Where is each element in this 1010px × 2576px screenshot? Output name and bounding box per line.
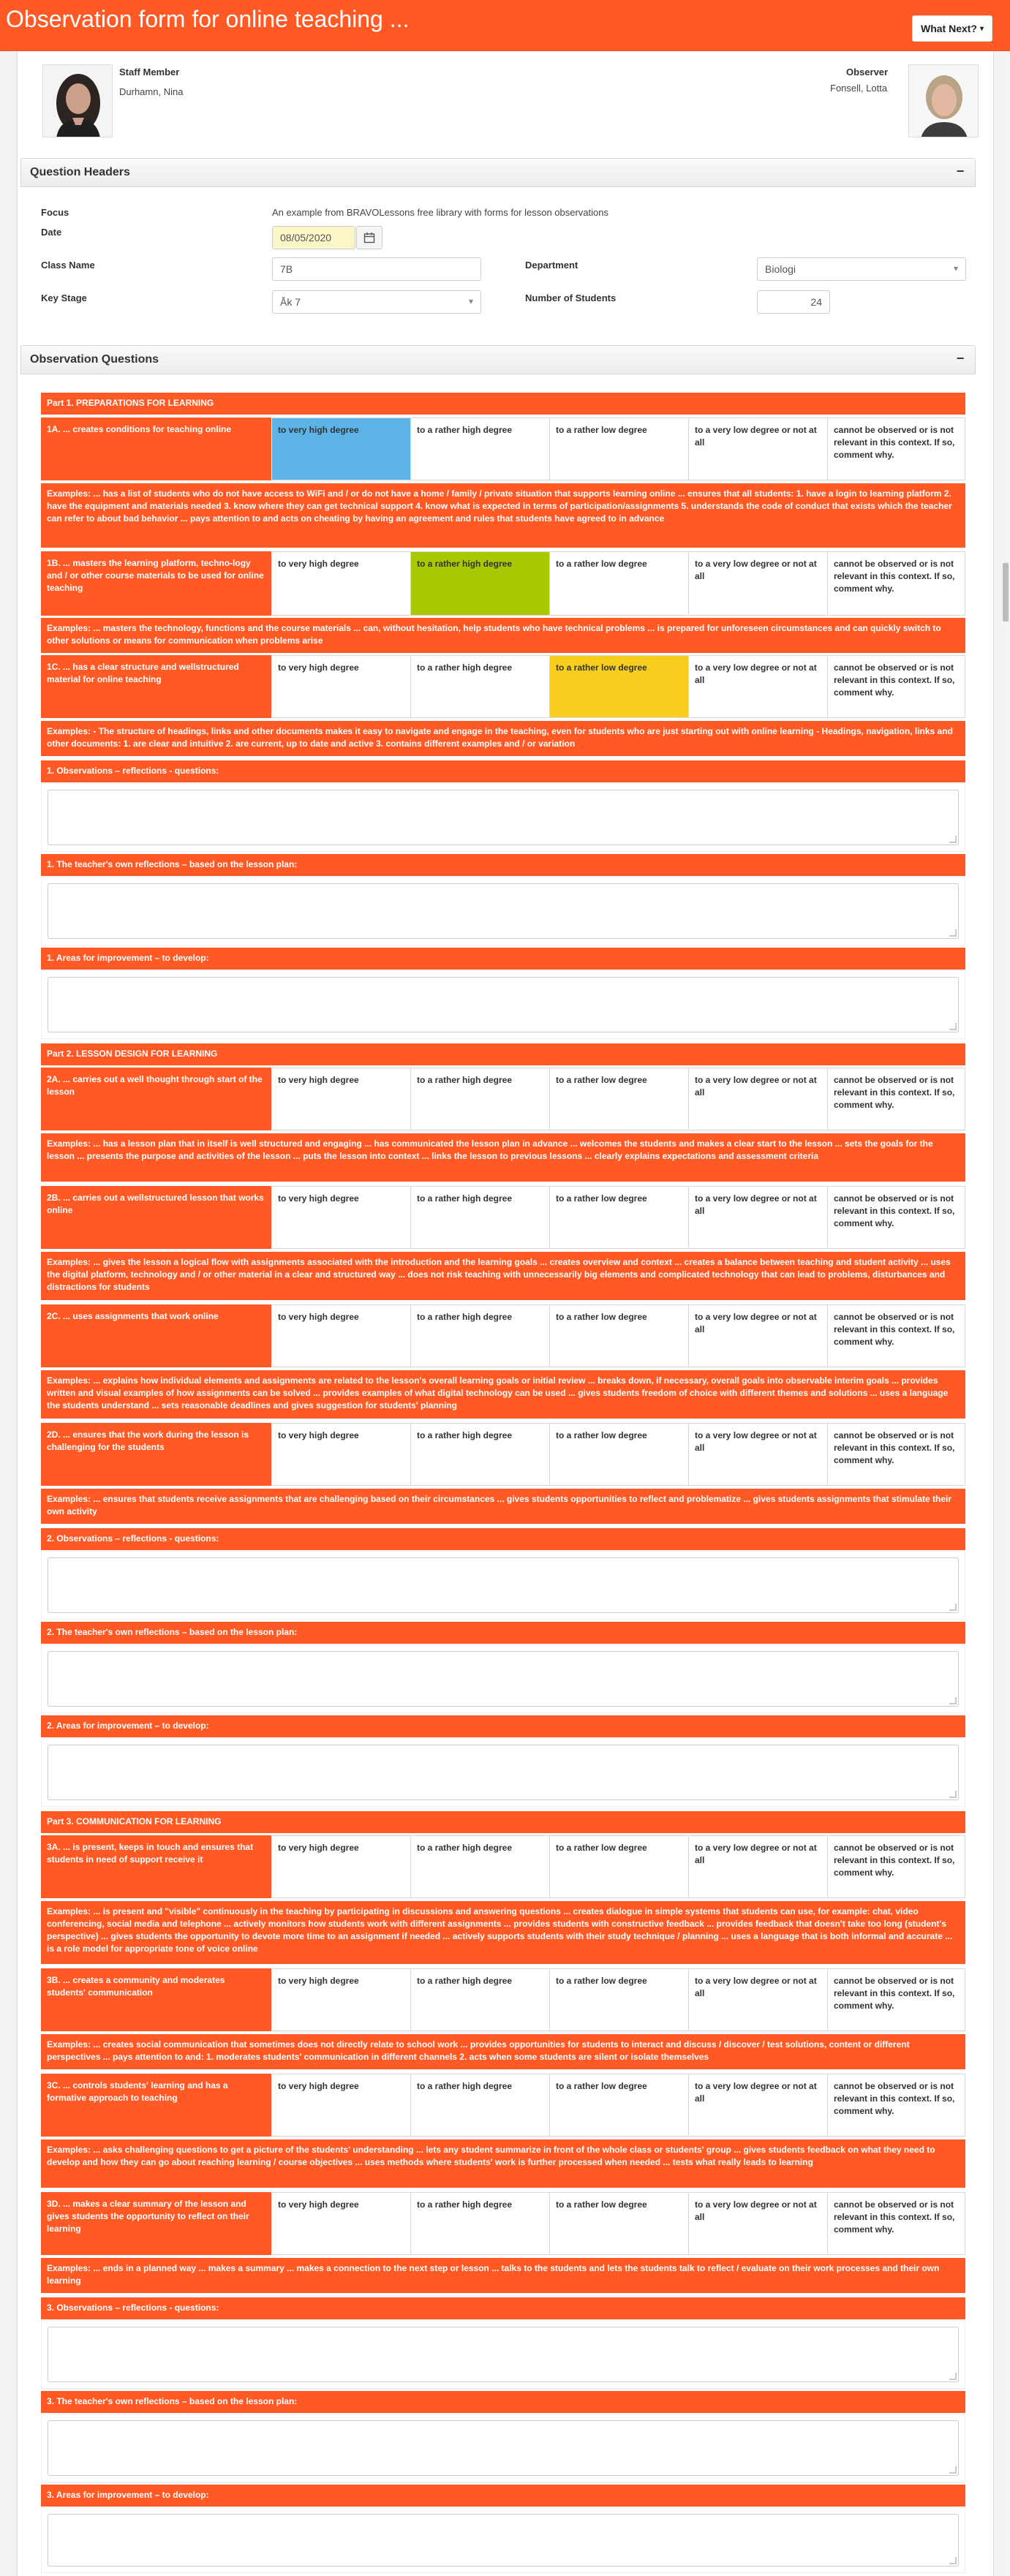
question-3a-option-2[interactable]: to a rather high degree <box>411 1835 550 1898</box>
question-2c-option-1[interactable]: to very high degree <box>272 1304 411 1367</box>
examples-1a: Examples: ... has a list of students who do not have access to WiFi and / or do not have a home / family / private situation that supports learning online ... ensures that all students: 1. have a login to learning platform 2. have the equipment and materials needed 3. know where they can get technical support 4. know what is expected in terms of participation/assignments 5. understands the code of conduct that exists which the teacher can refer to about bad behavior ... pays attention to and acts on cheating by having an agreement and rules that students have agreed to in advance <box>41 483 965 548</box>
department-label: Department <box>525 260 579 271</box>
question-3c-option-1[interactable]: to very high degree <box>272 2074 411 2137</box>
examples-2b: Examples: ... gives the lesson a logical flow with assignments associated with the introduction and the learning goals ... creates overview and context ... creates a balance between teaching and student activity ... uses the digital platform, technology and / or other material in a clear and structured way ... does not risk teaching with unnecessarily big elements and complicated technology that can lead to problems, disturbances and distractions for students <box>41 1252 965 1300</box>
improvement-3-label: 3. Areas for improvement – to develop: <box>41 2485 965 2507</box>
question-3d-option-3[interactable]: to a rather low degree <box>550 2192 689 2255</box>
question-3c-row <box>41 2074 965 2137</box>
question-3a-option-1[interactable]: to very high degree <box>272 1835 411 1898</box>
question-2d-option-5[interactable]: cannot be observed or is not relevant in this context. If so, comment why. <box>828 1423 965 1486</box>
question-3c-option-2[interactable]: to a rather high degree <box>411 2074 550 2137</box>
department-value: Biologi <box>765 263 796 275</box>
examples-2d: Examples: ... ensures that students receive assignments that are challenging based on their circumstances ... gives students opportunities to reflect and problematize ... gives students assignments that stimulate their own activity <box>41 1489 965 1524</box>
class-name-label: Class Name <box>41 260 95 271</box>
number-of-students-field[interactable]: 24 <box>757 290 830 314</box>
question-2a-option-5[interactable]: cannot be observed or is not relevant in this context. If so, comment why. <box>828 1068 965 1130</box>
observations-1-textarea-container <box>41 783 965 852</box>
question-3d-option-2[interactable]: to a rather high degree <box>411 2192 550 2255</box>
examples-2c: Examples: ... explains how individual elements and assignments are related to the lesson's overall learning goals or initial review ... breaks down, if necessary, overall goals into observable interim goals ... provides written and visual examples of how assignments can be solved ... provides examples of what digital technology can be used ... gives students freedom of choice with different themes and solutions ... uses a language the students understand ... sets reasonable deadlines and gives suggestion for students' planning <box>41 1370 965 1419</box>
question-1b-option-1[interactable]: to very high degree <box>272 551 411 616</box>
question-3c-option-3[interactable]: to a rather low degree <box>550 2074 689 2137</box>
question-2b-option-2[interactable]: to a rather high degree <box>411 1186 550 1249</box>
question-2d-option-1[interactable]: to very high degree <box>272 1423 411 1486</box>
question-3d-row <box>41 2192 965 2255</box>
question-headers-title: Question Headers <box>30 166 130 178</box>
part-2-header: Part 2. LESSON DESIGN FOR LEARNING <box>41 1043 965 1065</box>
date-field[interactable]: 08/05/2020 <box>272 226 355 249</box>
question-3a-label: 3A. ... is present, keeps in touch and ensures that students in need of support receive it <box>41 1835 272 1898</box>
improvement-2-textarea[interactable] <box>48 1745 959 1800</box>
staff-photo-icon <box>43 65 113 137</box>
observations-3-textarea[interactable] <box>48 2327 959 2382</box>
question-1b-option-4[interactable]: to a very low degree or not at all <box>689 551 828 616</box>
question-1b-label: 1B. ... masters the learning platform, techno-logy and / or other course materials to be used for online teaching <box>41 551 272 616</box>
question-2a-option-1[interactable]: to very high degree <box>272 1068 411 1130</box>
examples-3c: Examples: ... asks challenging questions to get a picture of the students' understanding ... lets any student summarize in front of the whole class or students' group ... gives students feedback on what they need to develop and how they can go about reaching learning / course objectives ... uses methods where students' work is further processed when needed ... tests what really leads to learning <box>41 2139 965 2188</box>
students-label: Number of Students <box>525 292 617 303</box>
question-2b-option-5[interactable]: cannot be observed or is not relevant in this context. If so, comment why. <box>828 1186 965 1249</box>
observer-photo-icon <box>909 65 979 137</box>
staff-label: Staff Member <box>119 67 180 78</box>
collapse-icon[interactable]: − <box>956 351 965 366</box>
improvement-2-label: 2. Areas for improvement – to develop: <box>41 1715 965 1737</box>
question-3a-option-3[interactable]: to a rather low degree <box>550 1835 689 1898</box>
improvement-1-label: 1. Areas for improvement – to develop: <box>41 948 965 970</box>
observations-2-label: 2. Observations – reflections - questions: <box>41 1528 965 1550</box>
question-3d-option-1[interactable]: to very high degree <box>272 2192 411 2255</box>
question-2a-option-3[interactable]: to a rather low degree <box>550 1068 689 1130</box>
date-label: Date <box>41 227 62 238</box>
question-3b-option-2[interactable]: to a rather high degree <box>411 1968 550 2031</box>
question-2b-option-4[interactable]: to a very low degree or not at all <box>689 1186 828 1249</box>
question-2c-row <box>41 1304 965 1367</box>
question-3a-row <box>41 1835 965 1898</box>
part-1-header: Part 1. PREPARATIONS FOR LEARNING <box>41 393 965 415</box>
question-1c-option-5[interactable]: cannot be observed or is not relevant in this context. If so, comment why. <box>828 655 965 718</box>
staff-avatar <box>42 64 113 137</box>
class-name-field[interactable]: 7B <box>272 257 481 281</box>
question-1b-row <box>41 551 965 616</box>
question-1c-row <box>41 655 965 718</box>
question-1b-option-3[interactable]: to a rather low degree <box>550 551 689 616</box>
question-3c-option-4[interactable]: to a very low degree or not at all <box>689 2074 828 2137</box>
question-headers-panel-header[interactable] <box>20 158 976 187</box>
improvement-3-textarea-container <box>41 2507 965 2573</box>
question-1a-option-3[interactable]: to a rather low degree <box>550 418 689 480</box>
question-1b-option-5[interactable]: cannot be observed or is not relevant in this context. If so, comment why. <box>828 551 965 616</box>
observations-3-textarea-container <box>41 2320 965 2389</box>
observations-2-textarea-container <box>41 1551 965 1620</box>
question-2a-option-4[interactable]: to a very low degree or not at all <box>689 1068 828 1130</box>
observer-name: Fonsell, Lotta <box>830 83 888 94</box>
question-1c-option-2[interactable]: to a rather high degree <box>411 655 550 718</box>
part-3-header: Part 3. COMMUNICATION FOR LEARNING <box>41 1811 965 1833</box>
question-1c-option-4[interactable]: to a very low degree or not at all <box>689 655 828 718</box>
own-reflections-2-label: 2. The teacher's own reflections – based on the lesson plan: <box>41 1622 965 1644</box>
question-1a-option-5[interactable]: cannot be observed or is not relevant in this context. If so, comment why. <box>828 418 965 480</box>
scroll-thumb[interactable] <box>1003 563 1009 622</box>
question-2c-option-4[interactable]: to a very low degree or not at all <box>689 1304 828 1367</box>
top-bar <box>0 0 1010 51</box>
question-2c-option-3[interactable]: to a rather low degree <box>550 1304 689 1367</box>
question-1c-option-3[interactable]: to a rather low degree <box>550 655 689 718</box>
question-3c-label: 3C. ... controls students' learning and has a formative approach to teaching <box>41 2074 272 2137</box>
observations-3-label: 3. Observations – reflections - questions: <box>41 2297 965 2319</box>
what-next-label: What Next? <box>920 23 977 34</box>
question-2d-option-3[interactable]: to a rather low degree <box>550 1423 689 1486</box>
page-title: Observation form for online teaching ... <box>6 6 410 32</box>
improvement-1-textarea-container <box>41 970 965 1039</box>
question-2b-option-1[interactable]: to very high degree <box>272 1186 411 1249</box>
observer-label: Observer <box>846 67 889 78</box>
question-1a-option-1[interactable]: to very high degree <box>272 418 411 480</box>
focus-label: Focus <box>41 207 69 218</box>
question-2b-label: 2B. ... carries out a wellstructured lesson that works online <box>41 1186 272 1249</box>
question-1c-option-1[interactable]: to very high degree <box>272 655 411 718</box>
own-reflections-3-textarea[interactable] <box>48 2420 959 2476</box>
improvement-3-textarea[interactable] <box>48 2514 959 2566</box>
question-2a-row <box>41 1068 965 1130</box>
question-3b-option-3[interactable]: to a rather low degree <box>550 1968 689 2031</box>
staff-name: Durhamn, Nina <box>119 86 184 97</box>
own-reflections-2-textarea-container <box>41 1644 965 1713</box>
focus-value: An example from BRAVOLessons free library with forms for lesson observations <box>272 207 608 218</box>
key-stage-label: Key Stage <box>41 292 87 303</box>
question-2a-option-2[interactable]: to a rather high degree <box>411 1068 550 1130</box>
calendar-button[interactable] <box>356 226 382 249</box>
own-reflections-1-textarea[interactable] <box>48 883 959 939</box>
collapse-icon[interactable]: − <box>956 164 965 178</box>
question-3a-option-5[interactable]: cannot be observed or is not relevant in this context. If so, comment why. <box>828 1835 965 1898</box>
question-3d-option-4[interactable]: to a very low degree or not at all <box>689 2192 828 2255</box>
question-1a-label: 1A. ... creates conditions for teaching online <box>41 418 272 480</box>
question-1a-option-2[interactable]: to a rather high degree <box>411 418 550 480</box>
question-1a-row <box>41 418 965 480</box>
question-2c-option-2[interactable]: to a rather high degree <box>411 1304 550 1367</box>
observations-1-textarea[interactable] <box>48 790 959 845</box>
question-2d-label: 2D. ... ensures that the work during the lesson is challenging for the students <box>41 1423 272 1486</box>
question-3d-label: 3D. ... makes a clear summary of the lesson and gives students the opportunity to reflect on their learning <box>41 2192 272 2255</box>
question-2d-option-4[interactable]: to a very low degree or not at all <box>689 1423 828 1486</box>
observer-avatar <box>908 64 979 137</box>
calendar-icon <box>363 232 375 243</box>
caret-down-icon: ▾ <box>979 24 984 33</box>
question-3a-option-4[interactable]: to a very low degree or not at all <box>689 1835 828 1898</box>
own-reflections-1-label: 1. The teacher's own reflections – based on the lesson plan: <box>41 854 965 876</box>
question-2c-label: 2C. ... uses assignments that work online <box>41 1304 272 1367</box>
examples-2a: Examples: ... has a lesson plan that in itself is well structured and engaging ... has communicated the lesson plan in advance ... welcomes the students and makes a clear start to the lesson ... sets the goals for the lesson ... presents the purpose and activities of the lesson ... puts the lesson into context ... links the lesson to previous lessons ... clearly explains expectations and assessment criteria <box>41 1133 965 1182</box>
question-2b-row <box>41 1186 965 1249</box>
question-2d-row <box>41 1423 965 1486</box>
observations-1-label: 1. Observations – reflections - questions: <box>41 760 965 782</box>
key-stage-value: Åk 7 <box>280 296 301 308</box>
question-3d-option-5[interactable]: cannot be observed or is not relevant in this context. If so, comment why. <box>828 2192 965 2255</box>
question-3b-row <box>41 1968 965 2031</box>
examples-1b: Examples: ... masters the technology, functions and the course materials ... can, without hesitation, help students who have technical problems ... is prepared for unforeseen circumstances and can quickly switch to other solutions or means for communication when problems arise <box>41 618 965 653</box>
question-2b-option-3[interactable]: to a rather low degree <box>550 1186 689 1249</box>
improvement-1-textarea[interactable] <box>48 977 959 1032</box>
question-3b-option-4[interactable]: to a very low degree or not at all <box>689 1968 828 2031</box>
own-reflections-2-textarea[interactable] <box>48 1651 959 1707</box>
question-3b-option-1[interactable]: to very high degree <box>272 1968 411 2031</box>
key-stage-select[interactable] <box>272 290 481 314</box>
own-reflections-3-textarea-container <box>41 2414 965 2482</box>
what-next-button[interactable] <box>912 15 992 42</box>
observation-questions-panel-header[interactable] <box>20 345 976 374</box>
question-1b-option-2[interactable]: to a rather high degree <box>411 551 550 616</box>
examples-1c: Examples: - The structure of headings, links and other documents makes it easy to navigate and engage in the teaching, even for students who are just starting out with online learning - Headings, navigation, links and other documents: 1. are clear and intuitive 2. are current, up to date and active 3. contains different examples and / or variation <box>41 721 965 756</box>
own-reflections-1-textarea-container <box>41 877 965 945</box>
department-select[interactable] <box>757 257 966 281</box>
improvement-2-textarea-container <box>41 1738 965 1807</box>
question-3b-option-5[interactable]: cannot be observed or is not relevant in this context. If so, comment why. <box>828 1968 965 2031</box>
question-2d-option-2[interactable]: to a rather high degree <box>411 1423 550 1486</box>
observation-questions-title: Observation Questions <box>30 353 159 366</box>
question-2a-label: 2A. ... carries out a well thought through start of the lesson <box>41 1068 272 1130</box>
question-1a-option-4[interactable]: to a very low degree or not at all <box>689 418 828 480</box>
own-reflections-3-label: 3. The teacher's own reflections – based on the lesson plan: <box>41 2391 965 2413</box>
question-1c-label: 1C. ... has a clear structure and wellstructured material for online teaching <box>41 655 272 718</box>
observations-2-textarea[interactable] <box>48 1557 959 1613</box>
question-3c-option-5[interactable]: cannot be observed or is not relevant in this context. If so, comment why. <box>828 2074 965 2137</box>
scrollbar[interactable] <box>1001 51 1010 2576</box>
question-3b-label: 3B. ... creates a community and moderates students' communication <box>41 1968 272 2031</box>
examples-3d: Examples: ... ends in a planned way ... makes a summary ... makes a connection to the next step or lesson ... talks to the students and lets the students talk to reflect / evaluate on their work processes and their own learning <box>41 2258 965 2293</box>
examples-3b: Examples: ... creates social communication that sometimes does not directly relate to school work ... provides opportunities for students to interact and discuss / discover / test solutions, content or different perspectives ... pays attention to and: 1. moderates students' communication in different channels 2. acts when some students are silent or isolate themselves <box>41 2034 965 2069</box>
examples-3a: Examples: ... is present and "visible" continuously in the teaching by participating in discussions and answering questions ... creates dialogue in simple systems that students can use, for example: chat, video conferencing, social media and telephone ... actively monitors how students work with different assignments ... provides students with constructive feedback ... provides feedback that doesn't take too long (student's perspective) ... gives students the opportunity to devote more time to an assignment if needed ... actively supports students with their study technique / planning ... uses a language that is both informal and accurate ... is a role model for appropriate tone of voice online <box>41 1901 965 1964</box>
question-2c-option-5[interactable]: cannot be observed or is not relevant in this context. If so, comment why. <box>828 1304 965 1367</box>
